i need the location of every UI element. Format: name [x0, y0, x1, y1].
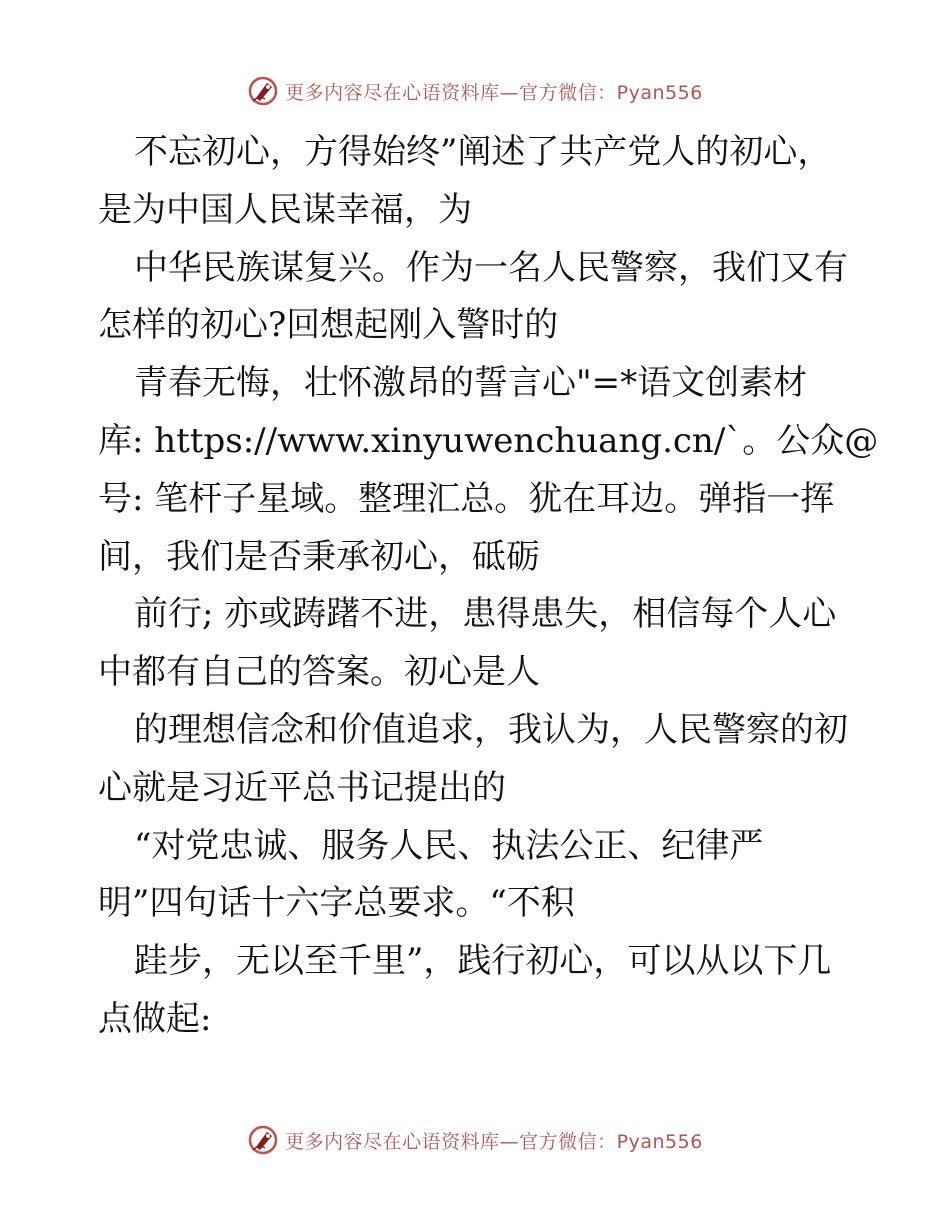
text-line: 不忘初心，方得始终”阐述了共产党人的初心，	[134, 132, 832, 172]
pen-nib-logo-icon	[247, 75, 279, 107]
text-line: 青春无悔，壮怀激昂的誓言心"=*语文创素材	[134, 363, 808, 404]
text-line: 跬步，无以至千里”，践行初心，可以从以下几	[134, 941, 832, 982]
pen-nib-logo-icon	[247, 1124, 279, 1156]
text-line: 点做起:	[98, 998, 212, 1039]
text-line: 的理想信念和价值追求，我认为，人民警察的初	[134, 709, 848, 750]
header-banner-text: 更多内容尽在心语资料库—官方微信：Pyan556	[285, 81, 703, 104]
text-line: 中华民族谋复兴。作为一名人民警察，我们又有	[134, 247, 848, 288]
text-line: 是为中国人民谋幸福，为	[98, 189, 472, 230]
footer-banner-text: 更多内容尽在心语资料库—官方微信：Pyan556	[285, 1130, 703, 1153]
text-line: 中都有自己的答案。初心是人	[98, 652, 540, 693]
footer-banner	[0, 1120, 950, 1160]
text-line: 库: https://www.xinyuwenchuang.cn/`。公众@	[98, 420, 879, 461]
text-line: 号: 笔杆子星域。整理汇总。犹在耳边。弹指一挥	[98, 478, 835, 519]
text-line: 怎样的初心?回想起刚入警时的	[98, 305, 559, 346]
text-line: 明”四句话十六字总要求。“不积	[98, 883, 575, 924]
text-line: “对党忠诚、服务人民、执法公正、纪律严	[134, 825, 764, 866]
header-banner	[0, 71, 950, 111]
document-body	[98, 124, 879, 1049]
text-line: 间，我们是否秉承初心，砥砺	[98, 536, 540, 577]
text-line: 心就是习近平总书记提出的	[98, 767, 506, 808]
text-line: 前行; 亦或踌躇不进，患得患失，相信每个人心	[134, 594, 837, 635]
